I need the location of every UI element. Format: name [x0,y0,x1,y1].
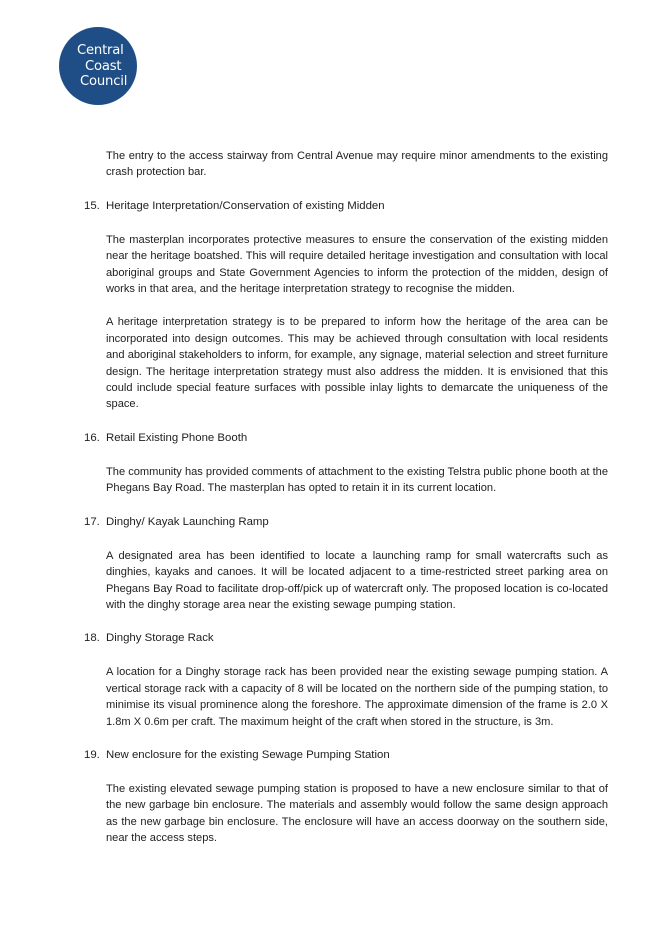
council-logo [59,27,137,105]
section-15-paragraph-2: A heritage interpretation strategy is to be prepared to inform how the heritage of the area can be incorporated into design outcomes. This may be achieved through consultation with local residents and aboriginal stakeholders to inform, for example, any signage, material selection and street furniture design. The heritage interpretation strategy must also address the midden. It is envisioned that this could include special feature surfaces with possible inlay lights to demarcate the uniqueness of the space. [106,316,608,411]
section-19-paragraph-1: The existing elevated sewage pumping station is proposed to have a new enclosure similar to that of the new garbage bin enclosure. The materials and assembly would follow the same design approach as the new garbage bin enclosure. The enclosure will have an access doorway on the southern side, near the access steps. [106,782,608,845]
section-number: 18. [84,632,100,645]
section-title: Retail Existing Phone Booth [106,431,248,444]
logo-line-2: Coast [85,58,122,74]
section-number: 16. [84,431,100,444]
logo-line-3: Council [80,74,128,89]
document-body [84,148,608,847]
section-heading-19 [84,747,608,763]
section-heading-17 [84,514,608,530]
logo-line-1: Central [77,43,124,58]
section-heading-15 [84,198,608,214]
section-title: Dinghy Storage Rack [106,632,214,645]
intro-paragraph: The entry to the access stairway from Central Avenue may require minor amendments to the existing crash protection bar. [106,150,608,179]
section-number: 19. [84,748,100,761]
section-15-paragraph-1: The masterplan incorporates protective measures to ensure the conservation of the existing midden near the heritage boatshed. This will require detailed heritage investigation and consultation with local aboriginal groups and State Government Agencies to inform the protection of the midden, design of works in that area, and the heritage interpretation strategy to recognise the midden. [106,233,608,296]
section-17-paragraph-1: A designated area has been identified to locate a launching ramp for small watercrafts such as dinghies, kayaks and canoes. It will be located adjacent to a time-restricted street parking area on Phegans Bay Road to facilitate drop-off/pick up of watercraft only. The proposed location is co-located with the dinghy storage area near the existing sewage pumping station. [106,549,608,611]
section-title: New enclosure for the existing Sewage Pumping Station [106,748,390,761]
section-heading-18 [84,630,608,646]
section-number: 15. [84,199,100,212]
section-heading-16 [84,430,608,446]
section-16-paragraph-1: The community has provided comments of attachment to the existing Telstra public phone booth at the Phegans Bay Road. The masterplan has opted to retain it in its current location. [106,465,608,495]
section-title: Heritage Interpretation/Conservation of existing Midden [106,199,385,212]
section-title: Dinghy/ Kayak Launching Ramp [106,515,269,528]
section-number: 17. [84,515,100,528]
section-18-paragraph-1: A location for a Dinghy storage rack has been provided near the existing sewage pumping station. A vertical storage rack with a capacity of 8 will be located on the northern side of the pumping station, to minimise its visual prominence along the foreshore. The approximate dimension of the frame is 2.0 X 1.8m X 0.6m per craft. The maximum height of the craft when stored in the structure, is 3m. [106,666,608,728]
